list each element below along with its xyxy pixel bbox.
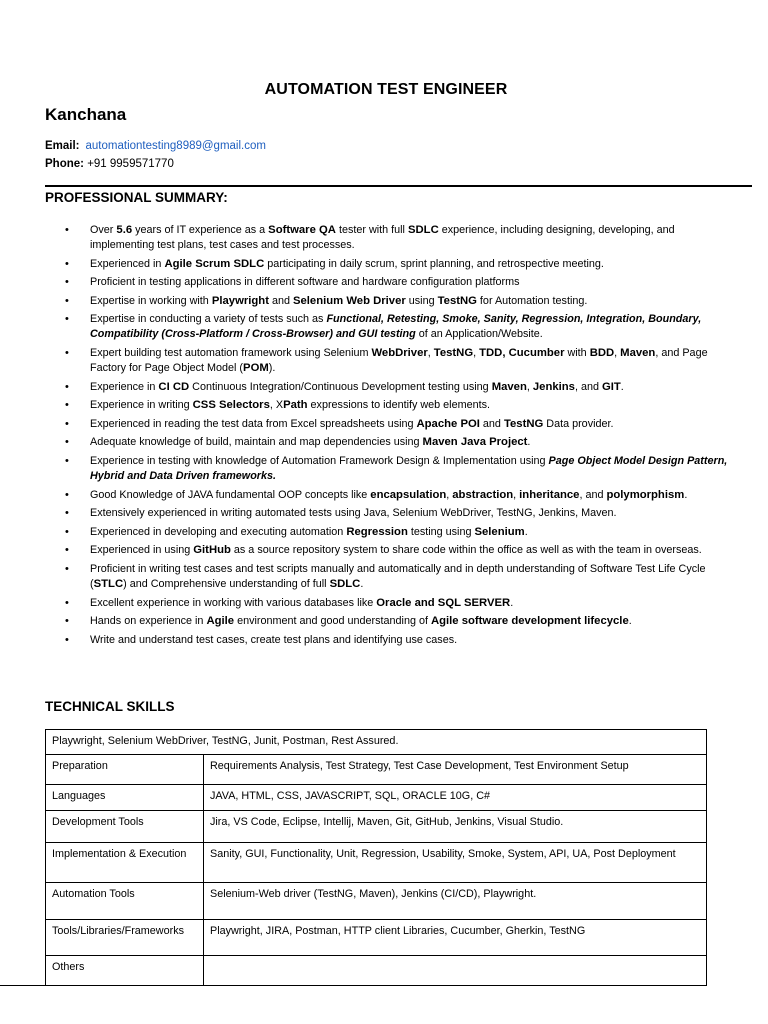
footer-divider: [0, 985, 662, 986]
summary-text: .: [524, 525, 528, 538]
summary-text: ) and Comprehensive understanding of full: [123, 577, 330, 590]
summary-text: ,: [513, 488, 520, 501]
summary-item: [45, 312, 735, 342]
summary-text: expressions to identify web elements.: [307, 399, 490, 412]
skills-values: Selenium-Web driver (TestNG, Maven), Jenkins (CI/CD), Playwright.: [204, 883, 707, 920]
summary-text: experience, including designing, developing, and implementing test plans, test cases and test processes.: [90, 224, 675, 251]
skills-category: Others: [46, 956, 204, 986]
summary-text: as a source repository system to share code within the office as well as with the team in overseas.: [230, 544, 702, 557]
summary-text: Expertise in conducting a variety of tests such as: [90, 313, 327, 326]
skills-category: Implementation & Execution: [46, 843, 204, 883]
summary-bold-text: inheritance: [519, 488, 580, 501]
summary-text: Expert building test automation framework using Selenium: [90, 346, 372, 359]
summary-item: [45, 614, 735, 629]
summary-bold-text: CSS Selectors: [192, 399, 270, 412]
summary-bold-text: TestNG: [437, 294, 477, 307]
summary-item: [45, 294, 735, 309]
summary-text: ,: [427, 346, 434, 359]
job-title: AUTOMATION TEST ENGINEER: [264, 81, 508, 98]
summary-text: Experienced in: [90, 257, 165, 270]
summary-text: ,: [446, 488, 453, 501]
skills-values: JAVA, HTML, CSS, JAVASCRIPT, SQL, ORACLE 10G, C#: [204, 785, 707, 811]
phone-value: +91 9959571770: [87, 158, 174, 170]
summary-bold-text: Oracle and SQL SERVER: [376, 596, 511, 609]
summary-item: [45, 525, 735, 540]
summary-text: Experience in testing with knowledge of Automation Framework Design & Implementation using: [90, 454, 549, 467]
summary-bold-text: Agile Scrum SDLC: [164, 257, 265, 270]
summary-text: ,: [526, 380, 533, 393]
summary-bold-text: WebDriver: [371, 346, 428, 359]
skills-row: [46, 785, 707, 811]
skills-row: [46, 755, 707, 785]
summary-bold-text: TDD, Cucumber: [479, 346, 565, 359]
summary-text: .: [684, 488, 688, 501]
summary-text: ).: [268, 361, 276, 374]
summary-item: [45, 398, 735, 413]
summary-bold-text: polymorphism: [606, 488, 685, 501]
summary-bold-text: Agile: [206, 615, 235, 628]
summary-text: Experienced in developing and executing automation: [90, 525, 347, 538]
summary-item: [45, 596, 735, 611]
summary-text: Hands on experience in: [90, 615, 207, 628]
summary-bold-text: Playwright: [211, 294, 269, 307]
summary-bold-text: Maven Java Project: [422, 436, 528, 449]
summary-text: Write and understand test cases, create test plans and identifying use cases.: [90, 633, 458, 646]
summary-text: Data provider.: [543, 417, 614, 430]
skills-category: Tools/Libraries/Frameworks: [46, 920, 204, 956]
skills-first-cell: Playwright, Selenium WebDriver, TestNG, Junit, Postman, Rest Assured.: [46, 730, 707, 755]
summary-bold-text: BDD: [589, 346, 615, 359]
candidate-name: Kanchana: [45, 105, 127, 124]
summary-text: Extensively experienced in writing automated tests using Java, Selenium WebDriver, TestNG, Jenkins, Maven.: [90, 507, 617, 520]
summary-item: [45, 435, 735, 450]
summary-bold-text: Selenium: [474, 525, 525, 538]
summary-text: Experience in writing: [90, 399, 193, 412]
summary-text: , and Page Factory for Page Object Model (: [90, 346, 708, 374]
skills-values: Sanity, GUI, Functionality, Unit, Regression, Usability, Smoke, System, API, UA, Post Deployment: [204, 843, 707, 883]
summary-item: [45, 346, 735, 376]
summary-bold-text: Regression: [346, 525, 408, 538]
summary-item: [45, 257, 735, 272]
summary-item: [45, 506, 735, 521]
summary-text: using: [405, 294, 438, 307]
summary-text: of an Application/Website.: [415, 328, 543, 341]
summary-text: .: [510, 596, 514, 609]
skills-values: [204, 956, 707, 986]
summary-text: participating in daily scrum, sprint planning, and retrospective meeting.: [264, 257, 604, 270]
summary-item: [45, 562, 735, 592]
summary-item: [45, 454, 735, 484]
skills-category: Automation Tools: [46, 883, 204, 920]
summary-text: .: [628, 615, 632, 628]
summary-text: , X: [269, 399, 284, 412]
summary-item: [45, 223, 735, 253]
summary-text: environment and good understanding of: [234, 615, 431, 628]
skills-heading: TECHNICAL SKILLS: [45, 699, 175, 714]
summary-bold-text: Apache POI: [416, 417, 480, 430]
summary-text: Adequate knowledge of build, maintain and map dependencies using: [90, 436, 423, 449]
email-link[interactable]: automationtesting8989@gmail.com: [85, 140, 266, 152]
summary-text: , and: [579, 488, 607, 501]
summary-text: Excellent experience in working with various databases like: [90, 596, 377, 609]
summary-item: [45, 275, 735, 290]
summary-bold-text: Maven: [491, 380, 527, 393]
summary-item: [45, 488, 735, 503]
summary-text: Experienced in using: [90, 544, 194, 557]
skills-values: Requirements Analysis, Test Strategy, Test Case Development, Test Environment Setup: [204, 755, 707, 785]
skills-category: Development Tools: [46, 811, 204, 843]
summary-bold-text: abstraction: [452, 488, 514, 501]
summary-bold-text: GIT: [601, 380, 621, 393]
skills-table: [45, 729, 707, 986]
summary-text: tester with full: [335, 224, 408, 236]
skills-row: [46, 956, 707, 986]
summary-text: .: [360, 577, 364, 590]
skills-row: [46, 843, 707, 883]
summary-text: Experience in: [90, 380, 159, 393]
summary-heading: PROFESSIONAL SUMMARY:: [45, 190, 228, 205]
summary-text: Proficient in testing applications in different software and hardware configuration platforms: [90, 276, 520, 289]
summary-bold-text: Jenkins: [532, 380, 575, 393]
summary-bold-text: Software QA: [268, 224, 336, 236]
summary-emphasis-text: Page Object Model Design Pattern, Hybrid and Data Driven frameworks.: [90, 454, 728, 482]
phone-label: Phone:: [45, 158, 84, 170]
summary-bold-text: encapsulation: [370, 488, 447, 501]
summary-text: Experienced in reading the test data from Excel spreadsheets using: [90, 417, 417, 430]
summary-text: with: [564, 346, 590, 359]
summary-text: testing using: [407, 525, 475, 538]
summary-bold-text: TestNG: [433, 346, 474, 359]
summary-bold-text: SDLC: [407, 224, 439, 236]
skills-values: Jira, VS Code, Eclipse, Intellij, Maven, Git, GitHub, Jenkins, Visual Studio.: [204, 811, 707, 843]
summary-text: Expertise in working with: [90, 294, 212, 307]
summary-bold-text: Path: [283, 399, 308, 412]
email-line: [45, 140, 266, 152]
summary-text: Proficient in writing test cases and test scripts manually and automatically and in depth understanding of Software Test Life Cycle (: [90, 562, 706, 590]
header-divider: [45, 185, 752, 187]
summary-text: for Automation testing.: [476, 294, 588, 307]
summary-bold-text: TestNG: [503, 417, 544, 430]
summary-item: [45, 543, 735, 558]
summary-text: ,: [473, 346, 480, 359]
summary-bold-text: STLC: [93, 577, 124, 590]
summary-text: , and: [574, 380, 602, 393]
email-label: Email:: [45, 140, 80, 152]
summary-text: and: [479, 417, 504, 430]
summary-emphasis-text: Functional, Retesting, Smoke, Sanity, Regression, Integration, Boundary, Compatibility (Cross-Platform / Cross-Browser) and GUI testing: [90, 313, 702, 341]
skills-values: Playwright, JIRA, Postman, HTTP client Libraries, Cucumber, Gherkin, TestNG: [204, 920, 707, 956]
skills-row: [46, 920, 707, 956]
summary-bold-text: POM: [243, 361, 269, 374]
skills-category: Languages: [46, 785, 204, 811]
skills-row: [46, 811, 707, 843]
summary-item: [45, 417, 735, 432]
summary-bold-text: CI CD: [158, 380, 190, 393]
skills-first-row: [46, 730, 707, 755]
summary-bold-text: 5.6: [116, 224, 133, 236]
summary-bold-text: Maven: [620, 346, 656, 359]
summary-text: Over: [90, 224, 117, 236]
summary-list: [45, 223, 735, 651]
summary-bold-text: SDLC: [329, 577, 361, 590]
summary-bold-text: GitHub: [193, 544, 231, 557]
summary-item: [45, 633, 735, 648]
summary-text: Good Knowledge of JAVA fundamental OOP concepts like: [90, 488, 371, 501]
summary-item: [45, 380, 735, 395]
summary-text: .: [527, 436, 531, 449]
summary-text: Continuous Integration/Continuous Development testing using: [189, 380, 492, 393]
phone-line: [45, 158, 174, 170]
summary-bold-text: Agile software development lifecycle: [430, 615, 629, 628]
summary-text: and: [268, 294, 293, 307]
skills-category: Preparation: [46, 755, 204, 785]
summary-text: years of IT experience as a: [132, 224, 269, 236]
skills-row: [46, 883, 707, 920]
summary-text: ,: [614, 346, 621, 359]
summary-bold-text: Selenium Web Driver: [292, 294, 406, 307]
summary-text: .: [620, 380, 624, 393]
